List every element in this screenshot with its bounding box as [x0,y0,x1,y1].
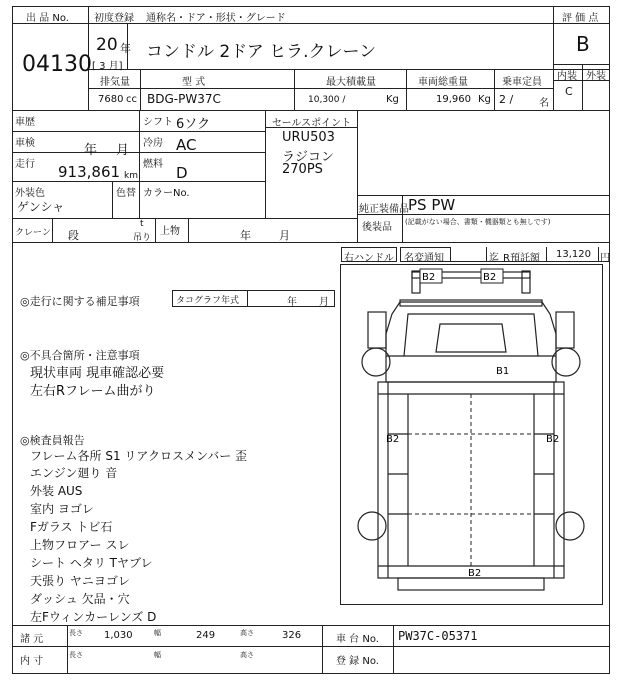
inspector-line-5: Fガラス トビ石 [30,520,113,534]
mileage-unit: km [124,171,138,181]
inspector-line-1: フレーム各所 S1 リアクロスメンバー 歪 [30,449,248,463]
grade-label: 評 価 点 [562,13,599,24]
inspector-line-8: 天張り ヤニヨゴレ [30,574,130,588]
capacity-label: 乗車定員 [502,77,542,88]
damage-mark-1: B2 [422,272,436,283]
displacement-label: 排気量 [100,77,130,88]
height-value: 326 [282,630,302,641]
equipment-label: 純正装備品 [359,204,409,215]
color-number-label: カラーNo. [143,188,190,199]
dimensions-label: 諸 元 [20,634,44,645]
steering-side: 右ハンドル [344,253,394,264]
upper-body-label: 上物 [160,226,180,237]
inspection-month-unit: 月 [116,143,130,158]
shift-label: シフト [143,117,173,128]
crane-stage-unit: 段 [68,229,79,242]
drive-notes-title: ◎走行に関する補足事項 [20,295,140,308]
interior-grade-label: 内装 [557,71,577,82]
inspector-line-10: 左Fウィンカーレンズ D [30,610,157,624]
sales-point-3: 270PS [282,162,323,177]
color-change-label: 色替 [116,188,136,199]
inspector-line-9: ダッシュ 欠品・穴 [30,592,130,606]
exterior-color-value: ゲンシャ [17,200,65,214]
lot-number: 04130 [22,52,92,77]
lot-number-label: 出 品 No. [26,13,69,24]
registration-month: [ 3 月] [92,61,123,72]
inspector-line-2: エンジン廻り 音 [30,466,118,480]
damage-mark-4: B2 [386,434,400,445]
max-load-unit: Kg [386,94,399,105]
mileage-value: 913,861 [58,163,121,181]
sales-points-label: セールスポイント [272,118,352,129]
displacement-unit: cc [126,94,137,105]
recycle-fee-label: R預託額 [503,253,540,264]
width-label: 幅 [154,629,161,637]
displacement-value: 7680 [98,94,124,105]
defects-title: ◎不具合箇所・注意事項 [20,349,140,362]
inspector-line-6: 上物フロアー スレ [30,538,130,552]
defect-line-2: 左右Rフレーム曲がり [30,384,156,399]
gross-weight-label: 車両総重量 [418,77,468,88]
crane-ton-unit: t [140,219,144,229]
damage-mark-3: B1 [496,366,510,377]
inner-dimensions-label: 内 寸 [20,656,44,667]
fuel-label: 燃料 [143,159,163,170]
tachograph-label: タコグラフ年式 [176,296,240,306]
inspector-line-4: 室内 ヨゴレ [30,502,94,516]
inspection-label: 車検 [15,138,35,149]
width-value: 249 [196,630,216,641]
name-change-label: 名変通知 [404,253,444,264]
registration-year: 20 [96,35,118,55]
inner-length-label: 長さ [69,651,83,659]
length-value: 1,030 [104,630,133,641]
damage-mark-2: B2 [483,272,497,283]
crane-lift-unit: 吊り [133,233,152,243]
height-label: 高さ [240,629,254,637]
retrofit-label: 後装品 [362,222,392,233]
damage-mark-5: B2 [546,434,560,445]
chassis-number-label: 車 台 No. [336,634,379,645]
capacity-value: 2 / [499,93,514,106]
upper-body-month-unit: 月 [279,229,290,242]
truck-condition-diagram [340,264,610,606]
inspector-report-title: ◎検査員報告 [20,434,85,447]
interior-grade: C [565,85,573,98]
tachograph-month-unit: 月 [319,297,329,308]
first-registration-label: 初度登録 [94,13,134,24]
max-load-label: 最大積載量 [326,77,376,88]
recycle-fee-unit: 円 [600,253,610,264]
tachograph-year-unit: 年 [287,297,297,308]
inspector-line-7: シート ヘタリ Tヤブレ [30,556,153,570]
inner-height-label: 高さ [240,651,254,659]
ac-label: 冷房 [143,138,163,149]
sales-point-2: ラジコン [282,150,335,165]
retrofit-note: (記載がない場合、書類・機器類とも無しです) [405,218,551,226]
overall-grade: B [576,32,590,56]
capacity-unit: 名 [539,98,549,109]
upper-body-year-unit: 年 [240,229,251,242]
max-load-value: 10,300 / [308,95,346,105]
shift-value: 6ソク [176,117,211,132]
model-field-label: 通称名・ドア・形状・グレード [146,13,286,24]
model-code: BDG-PW37C [147,92,221,106]
registration-number-label: 登 録 No. [336,656,379,667]
ac-value: AC [176,136,197,154]
mileage-label: 走行 [15,159,35,170]
gross-weight-unit: Kg [478,94,491,105]
length-label: 長さ [69,629,83,637]
sales-point-1: URU503 [282,130,335,145]
crane-label: クレーン [15,228,51,238]
equipment-value: PS PW [408,196,456,214]
defect-line-1: 現状車両 現車確認必要 [30,366,165,381]
model-name: コンドル 2ドア ヒラ.クレーン [146,42,377,62]
inspection-year-unit: 年 [84,143,98,158]
registration-year-unit: 年 [120,42,131,55]
history-label: 車歴 [15,117,35,128]
exterior-grade-label: 外装 [586,71,606,82]
type-label: 型 式 [182,77,206,88]
inspector-line-3: 外装 AUS [30,484,83,498]
damage-mark-6: B2 [468,568,482,579]
fuel-value: D [176,164,188,182]
deadline-suffix: 迄 [489,253,499,264]
recycle-fee-value: 13,120 [556,249,591,260]
chassis-number: PW37C-05371 [398,629,478,643]
inner-width-label: 幅 [154,651,161,659]
exterior-color-label: 外装色 [15,188,45,199]
gross-weight-value: 19,960 [436,94,471,105]
